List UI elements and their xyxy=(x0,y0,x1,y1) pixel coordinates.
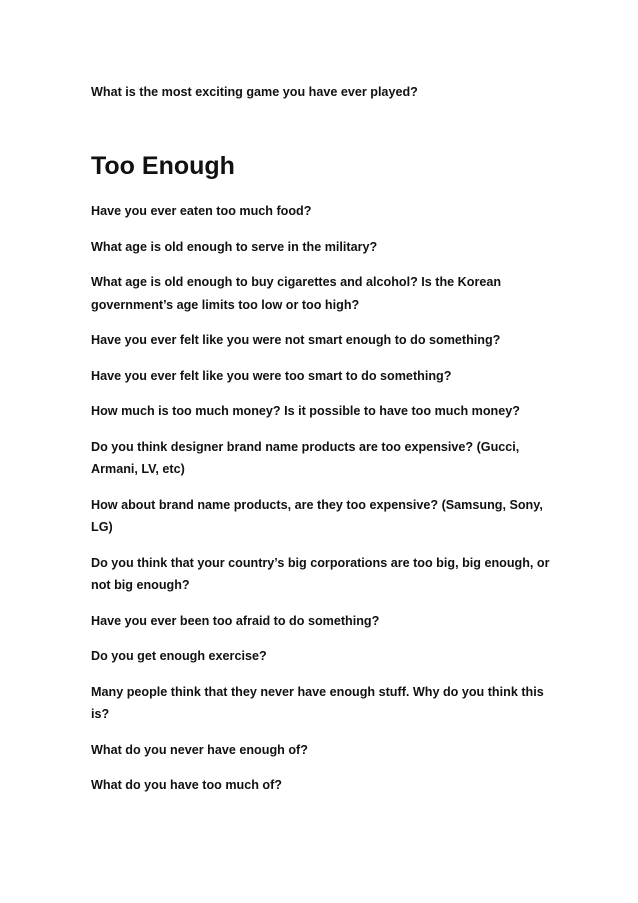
question-item: What do you have too much of? xyxy=(91,778,282,792)
question-item: Do you think that your country’s big corporations are too big, big enough, or not big enough? xyxy=(91,555,550,592)
question-item: Have you ever felt like you were not smart enough to do something? xyxy=(91,333,501,347)
question-item: Have you ever felt like you were too smart to do something? xyxy=(91,368,452,383)
question-item: How about brand name products, are they too expensive? (Samsung, Sony, LG) xyxy=(91,497,543,534)
question-item: Many people think that they never have enough stuff. Why do you think this is? xyxy=(91,684,544,721)
section-title: Too Enough xyxy=(91,152,235,180)
question-list xyxy=(91,200,561,810)
question-item: Have you ever been too afraid to do something? xyxy=(91,613,380,628)
question-item: Have you ever eaten too much food? xyxy=(91,204,312,218)
question-item: What age is old enough to serve in the military? xyxy=(91,239,378,254)
question-item: What age is old enough to buy cigarettes and alcohol? Is the Korean government’s age limits too low or too high? xyxy=(91,275,502,312)
question-item: How much is too much money? Is it possible to have too much money? xyxy=(91,404,520,418)
question-item: Do you get enough exercise? xyxy=(91,649,267,663)
question-item: What do you never have enough of? xyxy=(91,742,308,757)
intro-question: What is the most exciting game you have ever played? xyxy=(91,85,418,99)
question-item: Do you think designer brand name products are too expensive? (Gucci, Armani, LV, etc) xyxy=(91,439,520,476)
